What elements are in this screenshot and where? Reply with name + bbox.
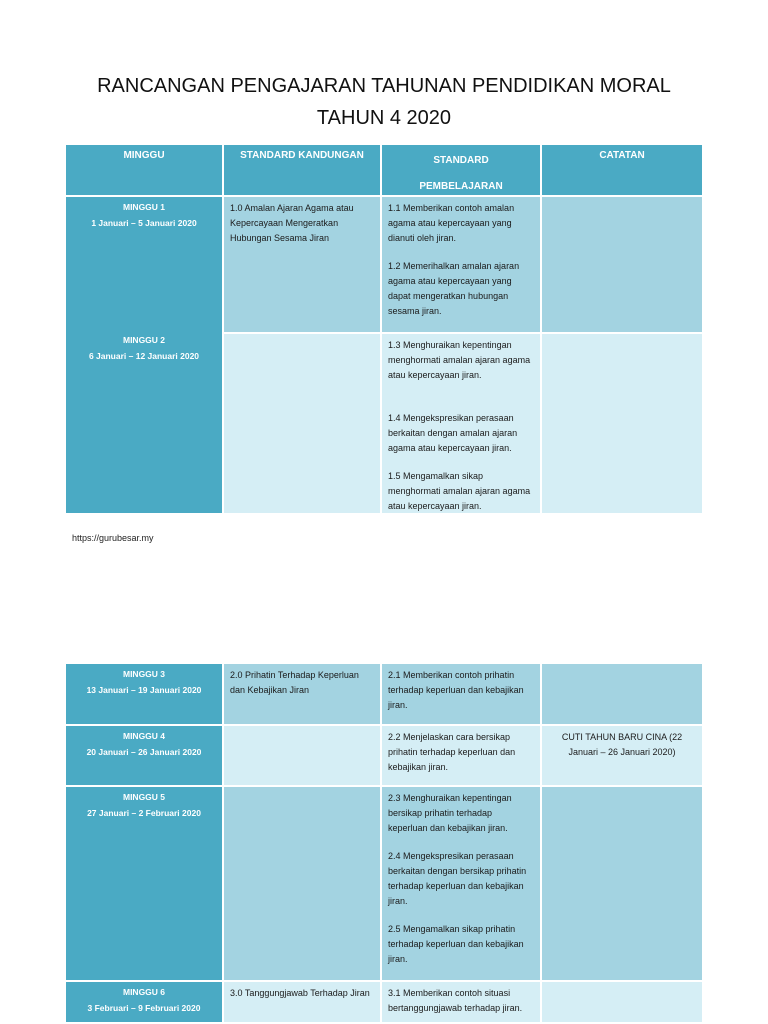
week-cell-4	[66, 726, 224, 787]
kandungan-text: 1.0 Amalan Ajaran Agama atau Kepercayaan Mengeratkan Hubungan Sesama Jiran	[230, 203, 354, 243]
standard-item: 2.5 Mengamalkan sikap prihatin terhadap keperluan dan kebajikan jiran.	[388, 924, 524, 964]
header-catatan: CATATAN	[542, 145, 704, 197]
catatan-note: CUTI TAHUN BARU CINA (22 Januari – 26 Januari 2020)	[561, 732, 683, 757]
week-cell-6	[66, 982, 224, 1024]
week-cell-5	[66, 787, 224, 982]
week-cell-3	[66, 664, 224, 726]
standard-item: 2.3 Menghuraikan kepentingan bersikap prihatin terhadap keperluan dan kebajikan jiran.	[388, 793, 512, 833]
kandungan-text: 3.0 Tanggungjawab Terhadap Jiran	[230, 988, 370, 998]
pembelajaran-cell	[382, 664, 542, 726]
week-label: MINGGU 3	[122, 669, 166, 679]
standard-item: 1.4 Mengekspresikan perasaan berkaitan dengan amalan ajaran agama atau kepercayaan jiran.	[388, 413, 518, 453]
week-label: MINGGU 6	[122, 987, 166, 997]
kandungan-cell	[224, 982, 382, 1024]
catatan-cell	[542, 787, 704, 982]
kandungan-cell	[224, 787, 382, 982]
plan-table-part1	[66, 145, 704, 515]
document-title-line1: RANCANGAN PENGAJARAN TAHUNAN PENDIDIKAN MORAL	[97, 75, 671, 97]
standard-item: 1.5 Mengamalkan sikap menghormati amalan ajaran agama atau kepercayaan jiran.	[388, 471, 531, 511]
week-label: MINGGU 4	[122, 731, 166, 741]
standard-item: 2.1 Memberikan contoh prihatin terhadap keperluan dan kebajikan jiran.	[388, 670, 524, 710]
catatan-cell	[542, 726, 704, 787]
plan-table-part2	[66, 664, 704, 1024]
week-dates: 1 Januari – 5 Januari 2020	[91, 218, 197, 228]
header-minggu: MINGGU	[66, 145, 224, 197]
footer-url: https://gurubesar.my	[72, 533, 154, 543]
kandungan-cell	[224, 664, 382, 726]
header-standard-kandungan: STANDARD KANDUNGAN	[224, 145, 382, 197]
pembelajaran-cell	[382, 787, 542, 982]
catatan-cell	[542, 982, 704, 1024]
standard-item: 1.2 Memerihalkan amalan ajaran agama atau kepercayaan yang dapat mengeratkan hubungan sesama jiran.	[388, 261, 520, 316]
standard-item: 1.1 Memberikan contoh amalan agama atau kepercayaan yang dianuti oleh jiran.	[388, 203, 515, 243]
pembelajaran-cell	[382, 726, 542, 787]
standard-item: 2.4 Mengekspresikan perasaan berkaitan dengan bersikap prihatin terhadap keperluan dan kebajikan jiran.	[388, 851, 527, 906]
week-dates: 13 Januari – 19 Januari 2020	[86, 685, 202, 695]
standard-item: 1.3 Menghuraikan kepentingan menghormati amalan ajaran agama atau kepercayaan jiran.	[388, 340, 531, 380]
catatan-cell	[542, 197, 704, 334]
header-standard-pembelajaran	[382, 145, 542, 197]
header-standard-line2: PEMBELAJARAN	[419, 181, 503, 192]
kandungan-cell	[224, 197, 382, 334]
standard-item: 2.2 Menjelaskan cara bersikap prihatin terhadap keperluan dan kebajikan jiran.	[388, 732, 516, 772]
week-dates: 20 Januari – 26 Januari 2020	[86, 747, 202, 757]
kandungan-text: 2.0 Prihatin Terhadap Keperluan dan Kebajikan Jiran	[230, 670, 359, 695]
week-dates: 6 Januari – 12 Januari 2020	[88, 351, 200, 361]
week-cell-1-2	[66, 197, 224, 515]
kandungan-cell	[224, 334, 382, 515]
pembelajaran-cell	[382, 197, 542, 334]
pembelajaran-cell	[382, 982, 542, 1024]
pembelajaran-cell	[382, 334, 542, 515]
catatan-cell	[542, 664, 704, 726]
document-title-line2: TAHUN 4 2020	[316, 107, 452, 129]
kandungan-cell	[224, 726, 382, 787]
standard-item: 3.1 Memberikan contoh situasi bertanggungjawab terhadap jiran.	[388, 988, 523, 1013]
header-standard-line1: STANDARD	[433, 155, 489, 166]
week-label: MINGGU 2	[122, 335, 166, 345]
week-dates: 3 Februari – 9 Februari 2020	[87, 1003, 201, 1013]
week-label: MINGGU 1	[122, 202, 166, 212]
week-dates: 27 Januari – 2 Februari 2020	[87, 808, 201, 818]
catatan-cell	[542, 334, 704, 515]
week-label: MINGGU 5	[122, 792, 166, 802]
